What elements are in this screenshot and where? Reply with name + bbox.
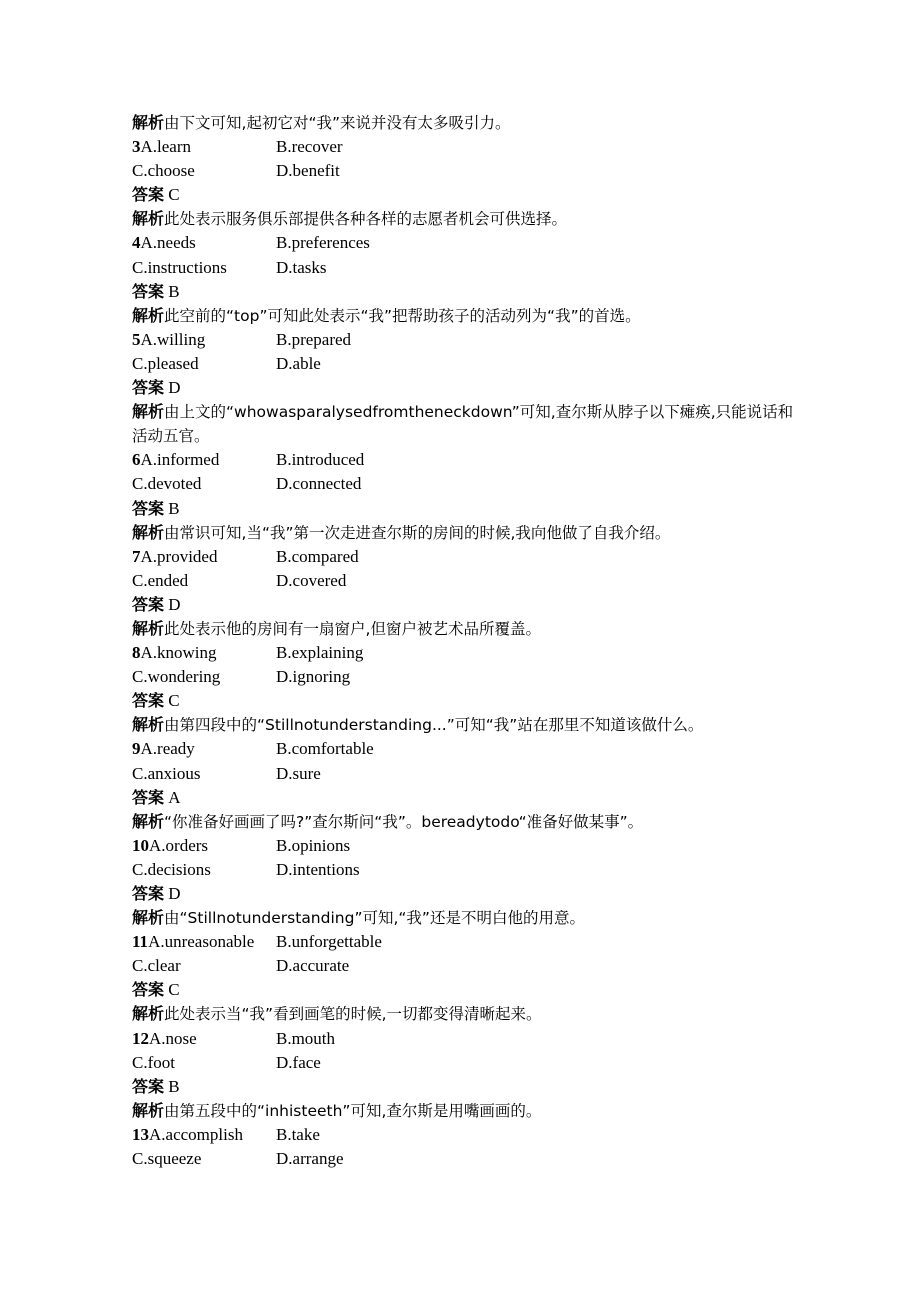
answer-value: B bbox=[168, 498, 180, 518]
question-5-options-cd bbox=[132, 352, 802, 376]
answer-value: D bbox=[168, 594, 181, 614]
option-c: C.clear bbox=[132, 956, 181, 976]
question-9-options-cd bbox=[132, 762, 802, 786]
question-11-options-cd bbox=[132, 954, 802, 978]
explanation-text: 由常识可知,当“我”第一次走进查尔斯的房间的时候,我向他做了自我介绍。 bbox=[164, 523, 671, 542]
option-b: B.take bbox=[276, 1124, 320, 1144]
answer-value: D bbox=[168, 378, 181, 398]
explanation-label: 解析 bbox=[132, 402, 165, 422]
question-13-options-cd bbox=[132, 1147, 802, 1171]
option-d: D.intentions bbox=[276, 859, 360, 879]
question-number: 11 bbox=[132, 932, 149, 952]
explanation-label: 解析 bbox=[132, 522, 165, 542]
question-number: 12 bbox=[132, 1028, 149, 1048]
option-a: A.unreasonable bbox=[148, 932, 255, 952]
option-c: C.wondering bbox=[132, 667, 221, 687]
option-d: D.benefit bbox=[276, 161, 340, 181]
answer-label: 答案 bbox=[132, 594, 165, 614]
explanation-label: 解析 bbox=[132, 811, 165, 831]
explanation-label: 解析 bbox=[132, 1100, 165, 1120]
question-13-options-ab bbox=[132, 1123, 802, 1147]
question-10-options-ab bbox=[132, 834, 802, 858]
option-c: C.foot bbox=[132, 1052, 175, 1072]
explanation-line bbox=[132, 1002, 802, 1026]
answer-label: 答案 bbox=[132, 691, 165, 711]
answer-line bbox=[132, 280, 802, 304]
explanation-text: “你准备好画画了吗?”查尔斯问“我”。bereadytodo“准备好做某事”。 bbox=[164, 812, 644, 831]
option-c: C.decisions bbox=[132, 859, 211, 879]
explanation-text: 由第五段中的“inhisteeth”可知,查尔斯是用嘴画画的。 bbox=[164, 1101, 542, 1120]
question-number: 9 bbox=[132, 739, 141, 759]
option-a: A.accomplish bbox=[149, 1124, 243, 1144]
answer-line bbox=[132, 786, 802, 810]
answer-line bbox=[132, 882, 802, 906]
option-b: B.opinions bbox=[276, 835, 351, 855]
question-12-options-ab bbox=[132, 1027, 802, 1051]
question-number: 5 bbox=[132, 329, 141, 349]
question-number: 6 bbox=[132, 450, 141, 470]
option-a: A.knowing bbox=[140, 643, 217, 663]
answer-value: C bbox=[168, 185, 180, 205]
explanation-text: 此处表示当“我”看到画笔的时候,一切都变得清晰起来。 bbox=[164, 1005, 542, 1024]
option-a: A.nose bbox=[149, 1028, 197, 1048]
question-number: 4 bbox=[132, 233, 141, 253]
option-c: C.ended bbox=[132, 570, 189, 590]
answer-line bbox=[132, 497, 802, 521]
question-9-options-ab bbox=[132, 737, 802, 761]
option-d: D.connected bbox=[276, 474, 362, 494]
explanation-line bbox=[132, 207, 802, 231]
answer-line bbox=[132, 376, 802, 400]
answer-line bbox=[132, 1075, 802, 1099]
option-b: B.compared bbox=[276, 546, 359, 566]
explanation-line bbox=[132, 111, 802, 135]
question-4-options-ab bbox=[132, 231, 802, 255]
document-page bbox=[132, 111, 802, 1171]
option-d: D.sure bbox=[276, 763, 321, 783]
option-c: C.devoted bbox=[132, 474, 202, 494]
answer-value: C bbox=[168, 980, 180, 1000]
answer-line bbox=[132, 689, 802, 713]
option-a: A.needs bbox=[140, 233, 196, 253]
explanation-line bbox=[132, 617, 802, 641]
explanation-label: 解析 bbox=[132, 1004, 165, 1024]
question-10-options-cd bbox=[132, 858, 802, 882]
question-7-options-ab bbox=[132, 545, 802, 569]
question-11-options-ab bbox=[132, 930, 802, 954]
option-b: B.prepared bbox=[276, 329, 352, 349]
explanation-label: 解析 bbox=[132, 908, 165, 928]
question-8-options-cd bbox=[132, 665, 802, 689]
explanation-line bbox=[132, 1099, 802, 1123]
option-a: A.learn bbox=[140, 137, 192, 157]
answer-line bbox=[132, 593, 802, 617]
option-b: B.preferences bbox=[276, 233, 370, 253]
option-a: A.informed bbox=[140, 450, 220, 470]
explanation-line bbox=[132, 304, 802, 328]
option-a: A.willing bbox=[140, 329, 206, 349]
option-a: A.provided bbox=[140, 546, 218, 566]
option-d: D.able bbox=[276, 353, 321, 373]
explanation-line bbox=[132, 713, 802, 737]
answer-value: B bbox=[168, 1076, 180, 1096]
answer-label: 答案 bbox=[132, 498, 165, 518]
answer-value: C bbox=[168, 691, 180, 711]
option-b: B.mouth bbox=[276, 1028, 336, 1048]
explanation-label: 解析 bbox=[132, 209, 165, 229]
explanation-line bbox=[132, 400, 802, 448]
answer-value: B bbox=[168, 281, 180, 301]
answer-label: 答案 bbox=[132, 185, 165, 205]
explanation-line bbox=[132, 810, 802, 834]
explanation-label: 解析 bbox=[132, 113, 165, 132]
explanation-line bbox=[132, 906, 802, 930]
question-number: 7 bbox=[132, 546, 141, 566]
explanation-text: 此处表示服务俱乐部提供各种各样的志愿者机会可供选择。 bbox=[164, 210, 568, 229]
explanation-text: 此处表示他的房间有一扇窗户,但窗户被艺术品所覆盖。 bbox=[164, 619, 541, 638]
option-c: C.instructions bbox=[132, 257, 227, 277]
explanation-text: 由上文的“whowasparalysedfromtheneckdown”可知,查尔斯从脖子以下瘫痪,只能说话和活动五官。 bbox=[132, 403, 794, 446]
question-8-options-ab bbox=[132, 641, 802, 665]
answer-label: 答案 bbox=[132, 787, 165, 807]
option-a: A.ready bbox=[140, 739, 195, 759]
question-number: 13 bbox=[132, 1124, 149, 1144]
option-b: B.unforgettable bbox=[276, 932, 382, 952]
explanation-text: 此空前的“top”可知此处表示“我”把帮助孩子的活动列为“我”的首选。 bbox=[164, 306, 641, 325]
explanation-text: 由下文可知,起初它对“我”来说并没有太多吸引力。 bbox=[164, 114, 511, 132]
option-b: B.recover bbox=[276, 137, 343, 157]
explanation-text: 由第四段中的“Stillnotunderstanding...”可知“我”站在那里不知道该做什么。 bbox=[164, 716, 704, 735]
question-3-options-ab bbox=[132, 135, 802, 159]
question-12-options-cd bbox=[132, 1051, 802, 1075]
option-d: D.face bbox=[276, 1052, 321, 1072]
option-a: A.orders bbox=[149, 835, 209, 855]
option-b: B.comfortable bbox=[276, 739, 374, 759]
option-c: C.anxious bbox=[132, 763, 201, 783]
answer-line bbox=[132, 183, 802, 207]
question-7-options-cd bbox=[132, 569, 802, 593]
question-5-options-ab bbox=[132, 328, 802, 352]
option-d: D.arrange bbox=[276, 1149, 344, 1169]
explanation-line bbox=[132, 521, 802, 545]
question-number: 10 bbox=[132, 835, 149, 855]
option-d: D.accurate bbox=[276, 956, 350, 976]
answer-value: A bbox=[168, 787, 181, 807]
option-d: D.ignoring bbox=[276, 667, 351, 687]
answer-label: 答案 bbox=[132, 378, 165, 398]
answer-line bbox=[132, 978, 802, 1002]
option-c: C.pleased bbox=[132, 353, 199, 373]
option-b: B.introduced bbox=[276, 450, 365, 470]
option-d: D.covered bbox=[276, 570, 347, 590]
explanation-label: 解析 bbox=[132, 305, 165, 325]
explanation-label: 解析 bbox=[132, 715, 165, 735]
answer-value: D bbox=[168, 884, 181, 903]
answer-label: 答案 bbox=[132, 884, 165, 903]
answer-label: 答案 bbox=[132, 1076, 165, 1096]
question-6-options-ab bbox=[132, 448, 802, 472]
answer-label: 答案 bbox=[132, 281, 165, 301]
explanation-label: 解析 bbox=[132, 618, 165, 638]
option-c: C.squeeze bbox=[132, 1149, 202, 1169]
question-6-options-cd bbox=[132, 472, 802, 496]
answer-label: 答案 bbox=[132, 980, 165, 1000]
question-number: 3 bbox=[132, 137, 141, 157]
option-d: D.tasks bbox=[276, 257, 327, 277]
question-4-options-cd bbox=[132, 256, 802, 280]
question-3-options-cd bbox=[132, 159, 802, 183]
question-number: 8 bbox=[132, 643, 141, 663]
option-c: C.choose bbox=[132, 161, 195, 181]
option-b: B.explaining bbox=[276, 643, 364, 663]
explanation-text: 由“Stillnotunderstanding”可知,“我”还是不明白他的用意。 bbox=[164, 909, 585, 928]
